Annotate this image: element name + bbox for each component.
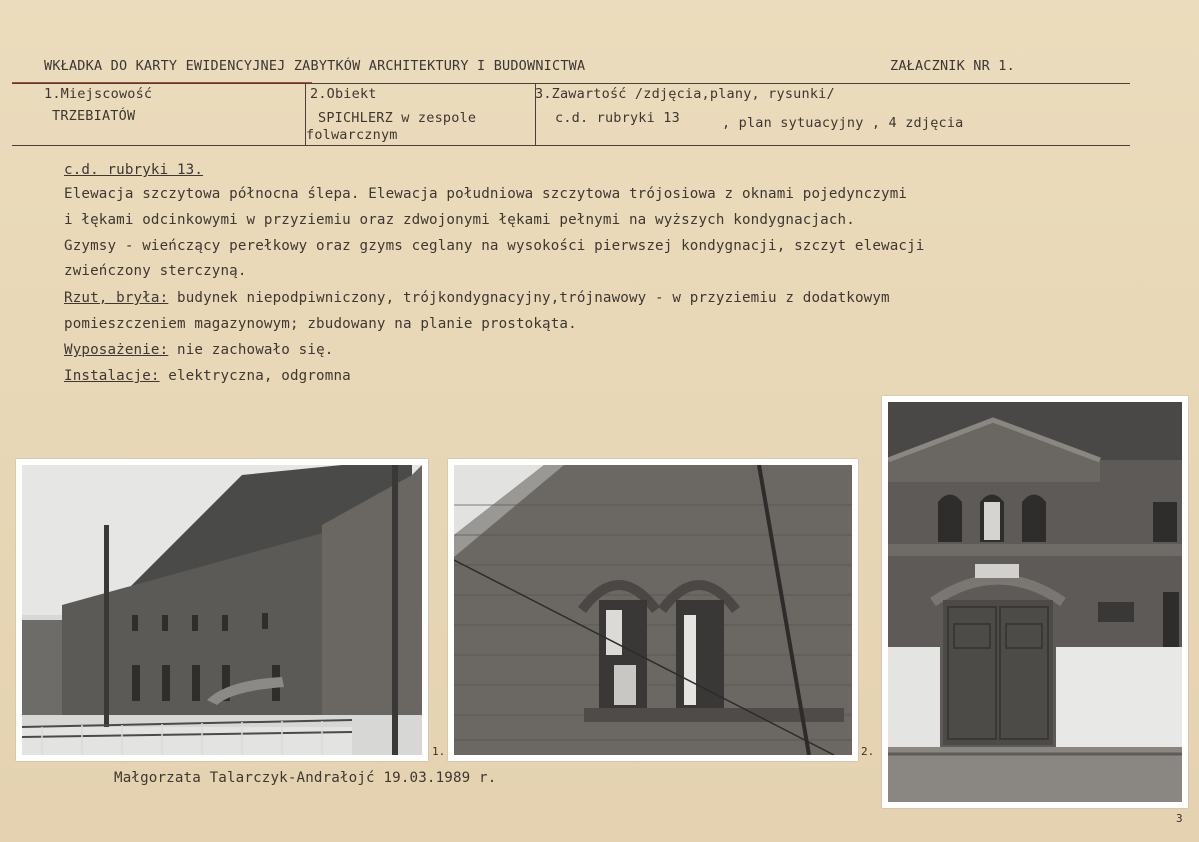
- section-heading: c.d. rubryki 13.: [64, 162, 204, 178]
- field-location-label: 1.Miejscowość: [44, 86, 153, 102]
- photo-2-number: 2.: [861, 745, 875, 758]
- page-number: 3: [1176, 812, 1183, 825]
- photo-3-image: [888, 402, 1182, 802]
- attachment-number: ZAŁACZNIK NR 1.: [890, 58, 1015, 74]
- card-title: WKŁADKA DO KARTY EWIDENCYJNEJ ZABYTKÓW ARCHITEKTURY I BUDOWNICTWA: [44, 58, 586, 74]
- field-object-label: 2.Obiekt: [310, 86, 377, 102]
- rzut-line: [64, 290, 890, 306]
- rzut-text: budynek niepodpiwniczony, trójkondygnacyjny,trójnawowy - w przyziemiu z dodatkowym: [168, 290, 890, 306]
- instalacje-label: Instalacje:: [64, 368, 160, 384]
- photo-3: [882, 396, 1188, 808]
- photo-1-number: 1.: [432, 745, 446, 758]
- field-contents-value-a: c.d. rubryki 13: [555, 110, 680, 126]
- field-contents-label: 3.Zawartość /zdjęcia,plany, rysunki/: [535, 86, 835, 102]
- photo-1-image: [22, 465, 422, 755]
- fields-bottom-rule: [12, 145, 1130, 146]
- field-object-value-1: SPICHLERZ w zespole: [318, 110, 477, 126]
- rzut-label: Rzut, bryła:: [64, 290, 169, 306]
- rzut-line-2: pomieszczeniem magazynowym; zbudowany na planie prostokąta.: [64, 316, 577, 332]
- author-signature: Małgorzata Talarczyk-Andrałojć 19.03.1989 r.: [114, 770, 497, 786]
- instalacje-text: elektryczna, odgromna: [159, 368, 351, 384]
- body-line: Gzymsy - wieńczący perełkowy oraz gzyms ceglany na wysokości pierwszej kondygnacji, szczyt elewacji: [64, 238, 925, 254]
- wyposazenie-label: Wyposażenie:: [64, 342, 169, 358]
- instalacje-line: [64, 368, 351, 384]
- body-line: i łękami odcinkowymi w przyziemiu oraz zdwojonymi łękami pełnymi na wyższych kondygnacjach.: [64, 212, 855, 228]
- photo-2: [448, 459, 858, 761]
- body-line: Elewacja szczytowa północna ślepa. Elewacja południowa szczytowa trójosiowa z oknami pojedynczymi: [64, 186, 908, 202]
- field-object-value-2: folwarcznym: [306, 127, 398, 143]
- photo-2-image: [454, 465, 852, 755]
- field-location-value: TRZEBIATÓW: [52, 108, 136, 124]
- field-contents-value-b: , plan sytuacyjny , 4 zdjęcia: [722, 115, 964, 131]
- body-line: zwieńczony sterczyną.: [64, 263, 247, 279]
- wyposazenie-line: [64, 342, 333, 358]
- header-rule: [12, 83, 1130, 84]
- wyposazenie-text: nie zachowało się.: [168, 342, 334, 358]
- photo-1: [16, 459, 428, 761]
